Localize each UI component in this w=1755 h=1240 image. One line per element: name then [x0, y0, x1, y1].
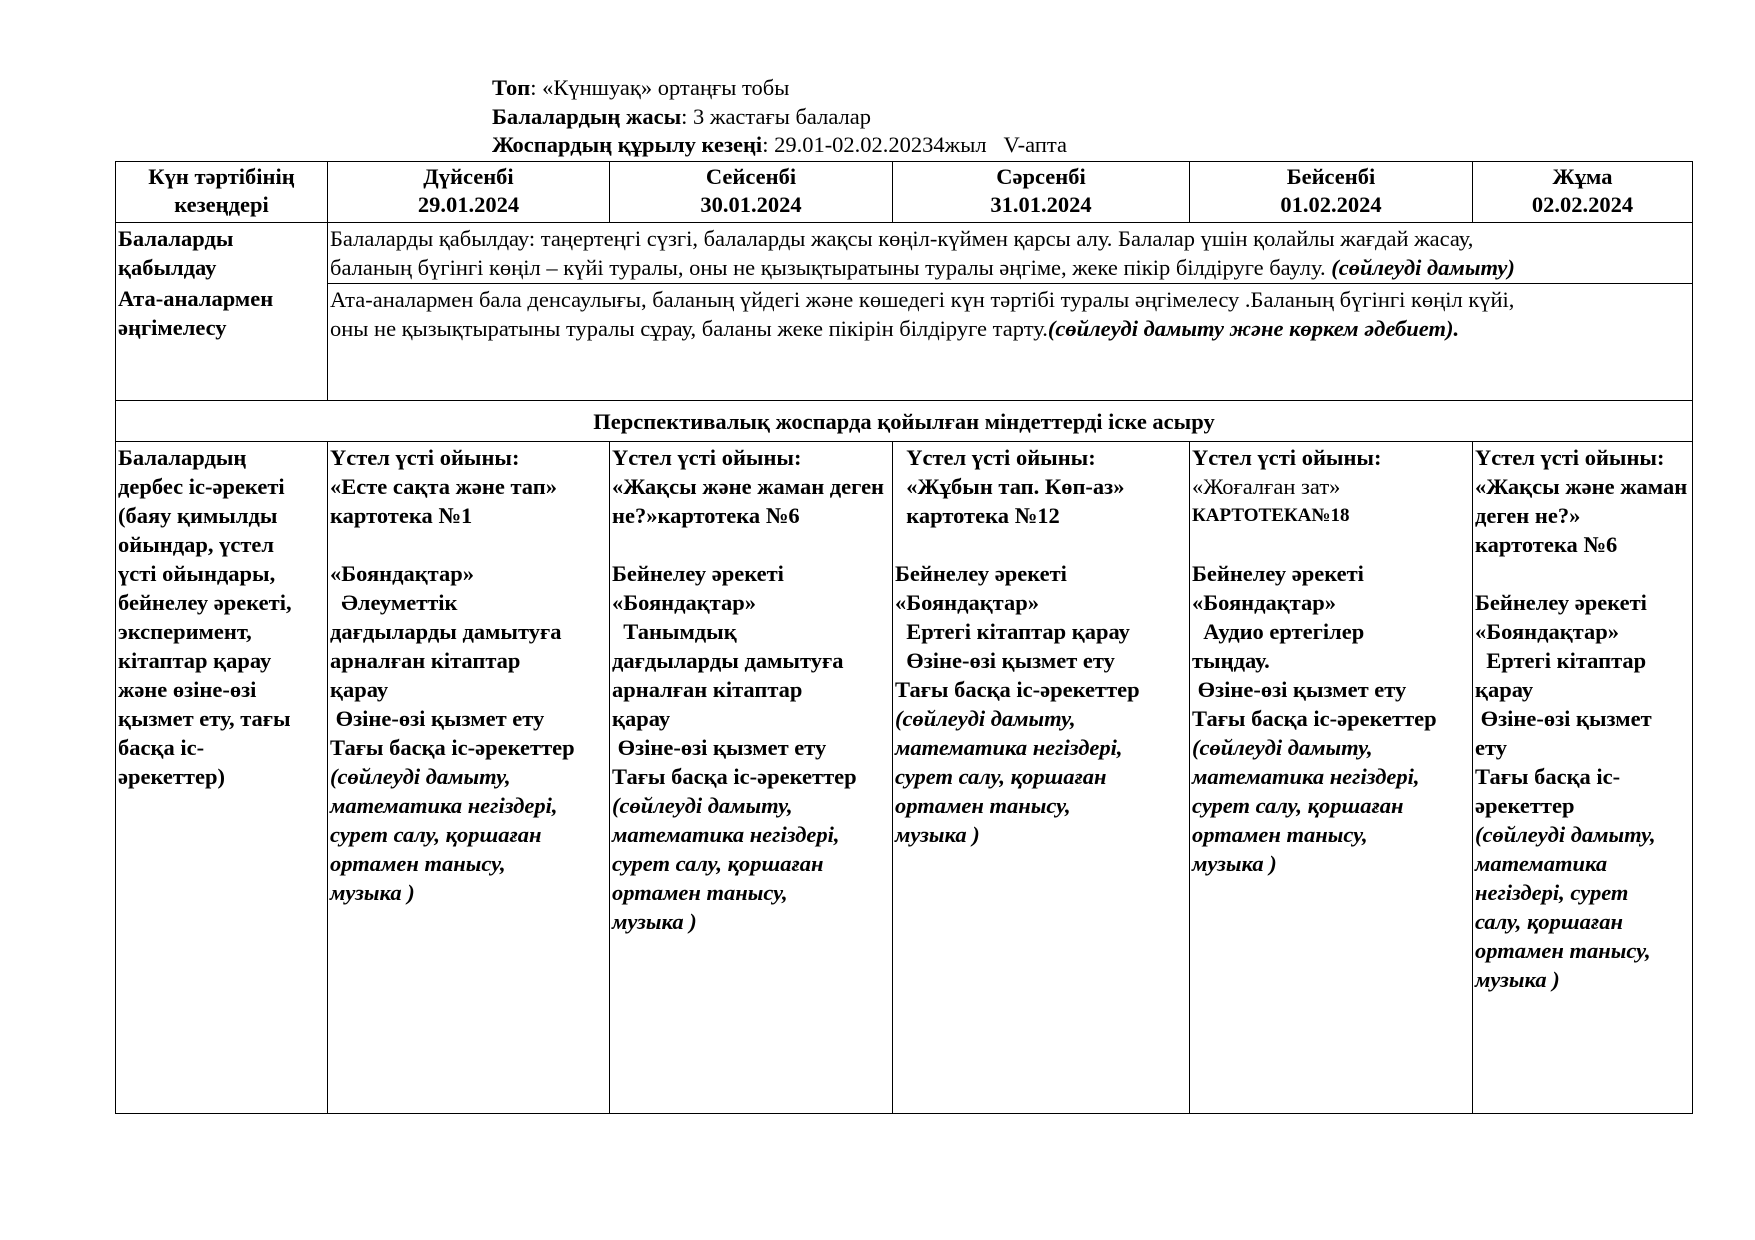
regime-header-line: кезеңдері	[174, 192, 269, 217]
reception-text: баланың бүгінгі көңіл – күйі туралы, оны не қызықтыратыны туралы әңгіме, жеке пікір білдіруге баулу.	[330, 255, 1326, 280]
age-label: Балалардың жасы	[492, 103, 682, 129]
activity-line: Бейнелеу әрекеті	[612, 561, 784, 586]
day-header-friday	[1473, 162, 1693, 223]
activity-line: қарау	[612, 706, 671, 731]
day-name: Сәрсенбі	[996, 164, 1086, 189]
parents-emphasis: (сөйлеуді дамыту және көркем әдебиет).	[1047, 316, 1460, 341]
activity-line: Өзіне-өзі қызмет ету	[895, 648, 1115, 673]
activity-line: қарау	[330, 677, 389, 702]
activity-italic-line: математика негіздері,	[330, 793, 558, 818]
row-label-line: ойындар, үстел	[118, 532, 275, 557]
activity-line: Бейнелеу әрекеті	[1192, 561, 1364, 586]
day-date: 31.01.2024	[990, 192, 1092, 217]
day-name: Жұма	[1552, 164, 1613, 189]
activity-line: Тағы басқа іс-әрекеттер	[1192, 706, 1437, 731]
spacer	[895, 530, 1187, 559]
period-line	[492, 131, 1067, 160]
activity-line: «Бояндақтар»	[612, 590, 757, 615]
row-label-line: басқа іс-	[118, 735, 205, 760]
activity-line: ету	[1475, 735, 1507, 760]
activity-line: Тағы басқа іс-әрекеттер	[330, 735, 575, 760]
group-value: : «Күншуақ» ортаңғы тобы	[530, 75, 790, 100]
activity-cell-tuesday	[610, 442, 893, 1114]
activity-italic-line: музыка )	[330, 880, 415, 905]
activity-line: картотека №1	[330, 503, 473, 528]
activity-cell-thursday	[1190, 442, 1473, 1114]
activity-line: Өзіне-өзі қызмет ету	[1192, 677, 1407, 702]
spacer	[330, 530, 607, 559]
reception-text-cell	[328, 223, 1693, 284]
activity-line: арналған кітаптар	[330, 648, 521, 673]
activity-line: тыңдау.	[1192, 648, 1270, 673]
section-title-cell	[116, 401, 1693, 442]
activity-italic-line: ортамен танысу,	[612, 880, 788, 905]
activity-italic-line: (сөйлеуді дамыту,	[1475, 822, 1656, 847]
activity-line: картотека №6	[1475, 532, 1618, 557]
reception-text-line-2	[330, 253, 1690, 282]
activity-line: қарау	[1475, 677, 1534, 702]
age-value: : 3 жастағы балалар	[681, 103, 871, 129]
row-label-line: кітаптар қарау	[118, 648, 272, 673]
activity-italic-line: сурет салу, қоршаған	[895, 764, 1107, 789]
row-label-line: үсті ойындары,	[118, 561, 276, 586]
reception-emphasis: (сөйлеуді дамыту)	[1325, 255, 1515, 280]
row-label-line: қабылдау	[118, 255, 217, 280]
activity-italic-line: ортамен танысу,	[895, 793, 1071, 818]
activity-line: Аудио ертегілер	[1192, 619, 1365, 644]
row-label-line: Ата-аналармен	[118, 286, 274, 311]
period-label: Жоспардың құрылу кезеңі	[492, 132, 763, 157]
regime-header-line: Күн тәртібінің	[148, 164, 295, 189]
activity-line: «Бояндақтар»	[895, 590, 1040, 615]
activity-line: Әлеуметтік	[330, 590, 458, 615]
day-date: 30.01.2024	[700, 192, 802, 217]
spacer	[1192, 530, 1470, 559]
activity-line: Ертегі кітаптар қарау	[895, 619, 1130, 644]
activity-italic-line: (сөйлеуді дамыту,	[330, 764, 511, 789]
activity-cell-monday	[328, 442, 610, 1114]
activity-line: Үстел үсті ойыны:	[330, 445, 520, 470]
day-date: 02.02.2024	[1531, 192, 1634, 217]
row-label-line: (баяу қимылды	[118, 503, 278, 528]
row-label-line: қызмет ету, тағы	[118, 706, 291, 731]
parents-text-cell	[328, 284, 1693, 401]
activity-line: «Жақсы және жаман	[1475, 474, 1688, 499]
weekly-plan-table	[115, 161, 1693, 1114]
activity-italic-line: музыка )	[612, 909, 697, 934]
activity-line: арналған кітаптар	[612, 677, 803, 702]
activity-italic-line: негіздері, сурет	[1475, 880, 1629, 905]
activity-line: Үстел үсті ойыны:	[1192, 445, 1382, 470]
activity-cell-wednesday	[893, 442, 1190, 1114]
activity-italic-line: математика негіздері,	[895, 735, 1123, 760]
day-header-monday	[328, 162, 610, 223]
activity-line: Бейнелеу әрекеті	[1475, 590, 1647, 615]
activity-italic-line: салу, қоршаған	[1475, 909, 1623, 934]
activity-line: Үстел үсті ойыны:	[895, 445, 1096, 470]
activity-line: Тағы басқа іс-әрекеттер	[612, 764, 857, 789]
activity-line: Үстел үсті ойыны:	[1475, 445, 1665, 470]
activity-row	[116, 442, 1693, 1114]
activity-italic-line: (сөйлеуді дамыту,	[612, 793, 793, 818]
document-header	[492, 74, 1067, 160]
age-line	[492, 103, 1067, 132]
row-label-line: және өзіне-өзі	[118, 677, 257, 702]
day-date: 29.01.2024	[417, 192, 520, 217]
day-date: 01.02.2024	[1280, 192, 1382, 217]
day-header-tuesday	[610, 162, 893, 223]
activity-italic-line: музыка )	[895, 822, 980, 847]
activity-line: дағдыларды дамытуға	[330, 619, 562, 644]
activity-line: Өзіне-өзі қызмет ету	[330, 706, 545, 731]
activity-line: дағдыларды дамытуға	[612, 648, 844, 673]
section-row	[116, 401, 1693, 442]
activity-line: не?»картотека №6	[612, 503, 800, 528]
row-label-line: Балалардың	[118, 445, 247, 470]
activity-line: Ертегі кітаптар	[1475, 648, 1647, 673]
parents-text-line: Ата-аналармен бала денсаулығы, баланың үйдегі және көшедегі күн тәртібі туралы әңгімелесу .Баланың бүгінгі көңіл күйі,	[330, 287, 1515, 312]
activity-line: «Жоғалған зат»	[1192, 474, 1341, 499]
activity-line: Бейнелеу әрекеті	[895, 561, 1067, 586]
reception-text-line: Балаларды қабылдау: таңертеңгі сүзгі, балаларды жақсы көңіл-күймен қарсы алу. Балалар үшін қолайлы жағдай жасау,	[330, 226, 1474, 251]
activity-line: Өзіне-өзі қызмет	[1475, 706, 1652, 731]
activity-line: «Жұбын тап. Көп-аз»	[895, 474, 1125, 499]
activity-italic-line: музыка )	[1192, 851, 1277, 876]
parents-text-line-2	[330, 314, 1690, 343]
day-header-wednesday	[893, 162, 1190, 223]
activity-line: Өзіне-өзі қызмет ету	[612, 735, 827, 760]
day-header-thursday	[1190, 162, 1473, 223]
parents-row	[116, 284, 1693, 401]
section-title: Перспективалық жоспарда қойылған міндеттерді іске асыру	[593, 408, 1215, 434]
activity-line: «Бояндақтар»	[1475, 619, 1620, 644]
activity-italic-line: музыка )	[1475, 967, 1560, 992]
activity-italic-line: ортамен танысу,	[1475, 938, 1651, 963]
activity-italic-line: (сөйлеуді дамыту,	[895, 706, 1076, 731]
activity-line: деген не?»	[1475, 503, 1581, 528]
reception-parents-label-cell	[116, 223, 328, 401]
row-label-line: дербес іс-әрекеті	[118, 474, 285, 499]
day-name: Бейсенбі	[1286, 164, 1376, 189]
activity-italic-line: математика негіздері,	[612, 822, 840, 847]
activity-label-cell	[116, 442, 328, 1114]
activity-line: Тағы басқа іс-әрекеттер	[895, 677, 1140, 702]
activity-cell-friday	[1473, 442, 1693, 1114]
group-label: Топ	[492, 75, 531, 100]
activity-line: КАРТОТЕКА№18	[1192, 505, 1350, 526]
row-label-line: бейнелеу әрекеті,	[118, 590, 292, 615]
activity-italic-line: сурет салу, қоршаған	[1192, 793, 1404, 818]
activity-line: картотека №12	[895, 503, 1060, 528]
regime-header-cell	[116, 162, 328, 223]
group-line	[492, 74, 1067, 103]
spacer	[1475, 559, 1690, 588]
activity-italic-line: сурет салу, қоршаған	[612, 851, 824, 876]
activity-line: Тағы басқа іс-	[1475, 764, 1621, 789]
activity-italic-line: математика	[1475, 851, 1608, 876]
activity-italic-line: сурет салу, қоршаған	[330, 822, 542, 847]
row-label-line: Балаларды	[118, 226, 234, 251]
row-label-line: эксперимент,	[118, 619, 252, 644]
activity-line: «Есте сақта және тап»	[330, 474, 557, 499]
spacer	[612, 530, 890, 559]
activity-italic-line: ортамен танысу,	[330, 851, 506, 876]
activity-line: «Бояндақтар»	[330, 561, 475, 586]
activity-italic-line: математика негіздері,	[1192, 764, 1420, 789]
row-label-line: әрекеттер)	[118, 764, 225, 789]
period-value: : 29.01-02.02.20234жыл V-апта	[762, 132, 1067, 157]
activity-line: «Жақсы және жаман деген	[612, 474, 885, 499]
activity-italic-line: (сөйлеуді дамыту,	[1192, 735, 1373, 760]
activity-line: әрекеттер	[1475, 793, 1575, 818]
reception-row	[116, 223, 1693, 284]
day-name: Сейсенбі	[705, 164, 797, 189]
row-label-line: әңгімелесу	[118, 315, 227, 340]
activity-line: Үстел үсті ойыны:	[612, 445, 802, 470]
activity-line: Танымдық	[612, 619, 737, 644]
activity-line: «Бояндақтар»	[1192, 590, 1337, 615]
activity-italic-line: ортамен танысу,	[1192, 822, 1368, 847]
table-header-row	[116, 162, 1693, 223]
parents-text: оны не қызықтыратыны туралы сұрау, баланы жеке пікірін білдіруге тарту.	[330, 316, 1048, 341]
day-name: Дүйсенбі	[423, 164, 514, 189]
